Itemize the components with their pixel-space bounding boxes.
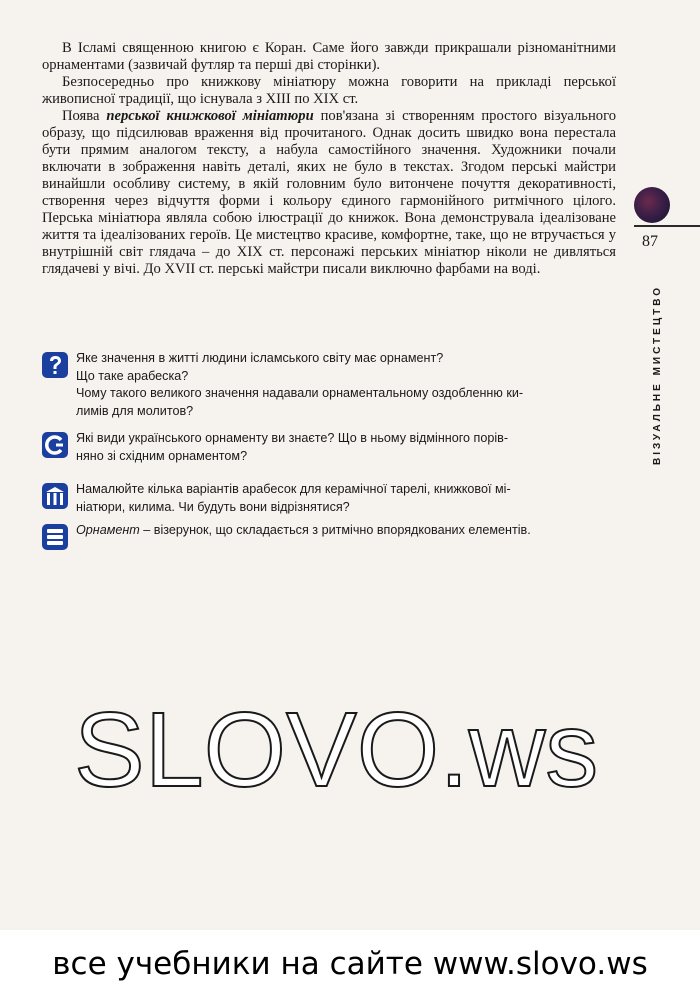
question-icon [42,352,68,378]
key-term: перської книжкової мініатюри [106,108,314,124]
glossary-icon [42,524,68,550]
questions-list [76,350,622,420]
definition-term: Орнамент [76,523,140,537]
task-line-1: Намалюйте кілька варіантів арабесок для керамічної тарелі, книжкової мі- [76,482,511,496]
main-text [42,40,616,278]
questions-block [42,350,622,420]
footer-text[interactable]: все учебники на сайте www.slovo.ws [52,946,648,982]
watermark [70,690,630,800]
task-block [42,481,622,516]
comparison-line-1: Які види українського орнаменту ви знаєте? Що в ньому відмінного порів- [76,431,509,445]
section-emblem-icon [634,187,670,223]
task-line-2: ніатюри, килима. Чи будуть вони відрізнятися? [76,499,350,514]
watermark-text: SLOVO.ws [74,691,599,800]
compare-icon [42,432,68,458]
practice-icon [42,483,68,509]
definition-block [42,522,622,540]
paragraph-1: В Ісламі священною книгою є Коран. Саме його завжди прикрашали різноманітними орнаментами (зазвичай футляр та перші дві сторінки). [42,40,616,73]
paragraph-2: Безпосередньо про книжкову мініатюру можна говорити на прикладі перської живописної традиції, що існувала з XIII по XIX ст. [42,74,616,107]
comparison-block [42,430,622,465]
question-3-cont: лимів для молитов? [76,403,194,418]
page-number-rule [634,225,700,227]
comparison-line-2: няно зі східним орнаментом? [76,448,248,463]
question-3: Чому такого великого значення надавали орнаментальному оздобленню ки- [76,386,524,400]
definition-line: Орнамент – візерунок, що складається з ритмічно впорядкованих елементів. [76,523,531,537]
paragraph-3: Поява перської книжкової мініатюри пов'язана зі створенням простого візуального образу, що підсилював враження від прочитаного. Однак досить швидко вона перестала бути прямим аналогом тексту, а набула самостійного значення. Художники почали включати в зображення навіть деталі, яких не було в текстах. Згодом перські майстри винайшли особливу систему, в якій головним було витончене почуття декоративності, створення через відчуття форми і кольору єдиного гармонійного ритмічного цілого. Перська мініатюра являла собою ілюстрації до книжок. Вона демонструвала ідеалізоване життя та ідеалізованих героїв. Це мистецтво красиве, комфортне, таке, що не втручається у внутрішній світ глядача – до XIX ст. персонажі перських мініатюр ніколи не дивляться глядачеві у вічі. До XVII ст. перські майстри писали виключно фарбами на воді. [42,108,616,277]
question-1: Яке значення в житті людини ісламського світу має орнамент? [76,351,444,365]
page-number: 87 [642,233,658,250]
question-2: Що таке арабеска? [76,368,189,383]
section-title: ВІЗУАЛЬНЕ МИСТЕЦТВО [652,284,663,465]
